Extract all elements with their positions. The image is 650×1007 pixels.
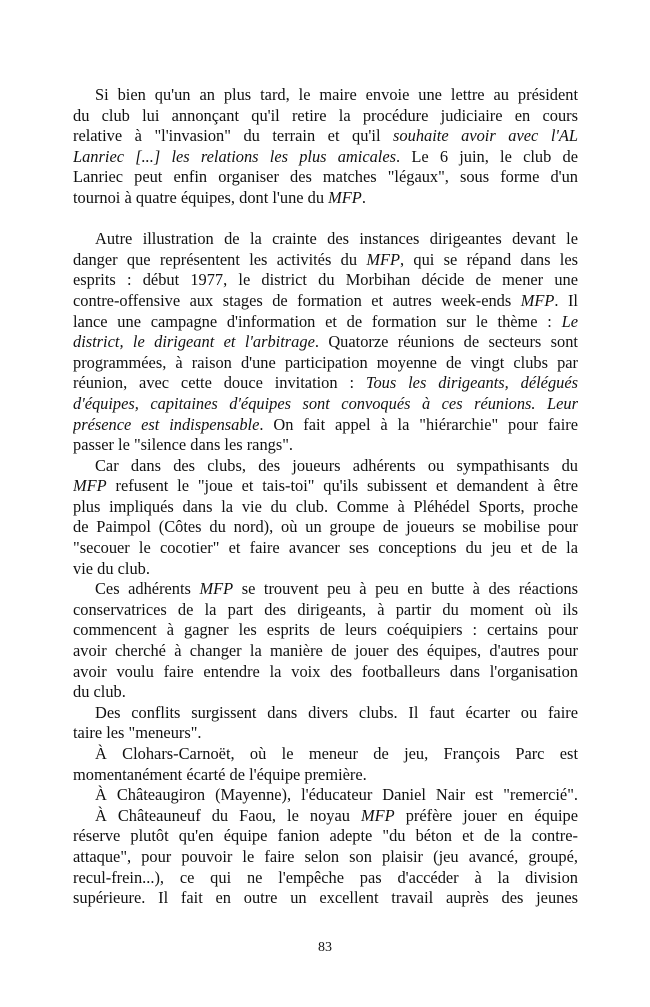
italic-text: d'équipes, capitaines d'équipes sont convoqués à ces réunions. Leur	[73, 393, 578, 413]
text-run: du club lui annonçant qu'il retire la procédure judiciaire en cours	[73, 105, 578, 125]
italic-text: MFP	[520, 290, 555, 310]
text-run: Ces adhérents	[95, 579, 200, 599]
text-line	[73, 620, 578, 641]
text-run: Car dans des clubs, des joueurs adhérents ou sympathisants du	[95, 455, 578, 475]
text-line	[73, 250, 578, 271]
italic-text: Tous les dirigeants, délégués	[365, 373, 578, 393]
text-run: . On fait appel à la "hiérarchie" pour faire	[259, 414, 578, 434]
text-run: . Quatorze réunions de secteurs sont	[314, 332, 578, 352]
italic-text: Lanriec [...] les relations les plus amicales	[73, 146, 397, 166]
text-line	[73, 147, 578, 168]
text-run: avoir cherché à changer la manière de jouer des équipes, d'autres pour	[73, 641, 578, 661]
italic-text: MFP	[199, 579, 234, 599]
text-line	[73, 188, 578, 209]
text-line	[73, 332, 578, 353]
text-run: supérieure. Il fait en outre un excellent travail auprès des jeunes	[73, 888, 578, 908]
italic-text: présence est indispensable	[73, 414, 260, 434]
italic-text: MFP	[73, 476, 107, 496]
text-line	[73, 888, 578, 909]
body-text	[73, 85, 578, 909]
text-line	[73, 106, 578, 127]
text-line	[73, 373, 578, 394]
text-line	[73, 456, 578, 477]
text-line	[73, 744, 578, 765]
text-run: refusent le "joue et tais-toi" qu'ils subissent et demandent à être	[106, 476, 578, 496]
text-line	[73, 415, 578, 436]
text-run: avoir voulu faire entendre la voix des footballeurs dans l'organisation	[73, 661, 578, 681]
text-run: Autre illustration de la crainte des instances dirigeantes devant le	[95, 229, 578, 249]
text-run: tournoi à quatre équipes, dont l'une du	[73, 187, 329, 207]
text-run: Lanriec peut enfin organiser des matches "légaux", sous forme d'un	[73, 167, 578, 187]
text-run: À Châteaugiron (Mayenne), l'éducateur Daniel Nair est "remercié".	[95, 785, 578, 805]
text-run: réunion, avec cette douce invitation :	[73, 373, 366, 393]
text-run: vie du club.	[73, 558, 150, 578]
text-line	[73, 703, 578, 724]
text-line	[73, 806, 578, 827]
italic-text: Le	[561, 311, 578, 331]
text-line	[73, 868, 578, 889]
text-run: du club.	[73, 682, 126, 702]
text-run: Si bien qu'un an plus tard, le maire envoie une lettre au président	[95, 85, 578, 104]
text-run: esprits : début 1977, le district du Morbihan décide de mener une	[73, 270, 578, 290]
text-run: de Paimpol (Côtes du nord), où un groupe de joueurs se mobilise pour	[73, 517, 578, 537]
text-line	[73, 476, 578, 497]
text-run: À Clohars-Carnoët, où le meneur de jeu, François Parc est	[95, 744, 578, 763]
paragraph-gap	[73, 209, 578, 230]
text-run: . Il	[554, 290, 578, 310]
text-line	[73, 785, 578, 806]
text-run: réserve plutôt qu'en équipe fanion adepte "du béton et de la contre-	[73, 826, 578, 846]
text-line	[73, 312, 578, 333]
text-line	[73, 85, 578, 106]
text-run: "secouer le cocotier" et faire avancer ses conceptions du jeu et de la	[73, 538, 578, 558]
text-run: À Châteauneuf du Faou, le noyau	[95, 805, 361, 825]
text-line	[73, 270, 578, 291]
text-run: Des conflits surgissent dans divers clubs. Il faut écarter ou faire	[95, 702, 578, 722]
text-line	[73, 538, 578, 559]
page-number: 83	[318, 940, 332, 955]
italic-text: district, le dirigeant et l'arbitrage	[73, 332, 315, 352]
text-line	[73, 435, 578, 456]
text-line	[73, 517, 578, 538]
text-line	[73, 723, 578, 744]
italic-text: souhaite avoir avec l'AL	[393, 126, 578, 146]
text-line	[73, 579, 578, 600]
text-run: préfère jouer en équipe	[394, 805, 578, 825]
text-line	[73, 682, 578, 703]
text-line	[73, 559, 578, 580]
italic-text: MFP	[360, 805, 395, 825]
text-run: , qui se répand dans les	[400, 249, 578, 269]
text-run: momentanément écarté de l'équipe première.	[73, 764, 367, 784]
text-run: danger que représentent les activités du	[73, 249, 367, 269]
text-line	[73, 497, 578, 518]
text-run: conservatrices de la part des dirigeants, à partir du moment où ils	[73, 599, 578, 619]
text-run: commencent à gagner les esprits de leurs coéquipiers : certains pour	[73, 620, 578, 640]
text-line	[73, 394, 578, 415]
text-run: attaque", pour pouvoir le faire selon son plaisir (jeu avancé, groupé,	[73, 846, 578, 866]
text-run: passer le "silence dans les rangs".	[73, 435, 294, 455]
text-run: .	[361, 187, 366, 207]
text-line	[73, 826, 578, 847]
text-line	[73, 353, 578, 374]
text-line	[73, 600, 578, 621]
text-run: se trouvent peu à peu en butte à des réactions	[233, 579, 578, 599]
text-line	[73, 641, 578, 662]
text-line	[73, 291, 578, 312]
text-run: programmées, à raison d'une participation moyenne de vingt clubs par	[73, 352, 578, 372]
text-run: taire les "meneurs".	[73, 723, 202, 743]
text-run: . Le 6 juin, le club de	[396, 146, 578, 166]
text-run: contre-offensive aux stages de formation et autres week-ends	[73, 290, 521, 310]
text-line	[73, 765, 578, 786]
text-line	[73, 229, 578, 250]
text-run: lance une campagne d'information et de formation sur le thème :	[73, 311, 562, 331]
text-line	[73, 167, 578, 188]
text-run: recul-frein...), ce qui ne l'empêche pas d'accéder à la division	[73, 867, 578, 887]
italic-text: MFP	[328, 187, 362, 207]
text-run: plus impliqués dans la vie du club. Comme à Pléhédel Sports, proche	[73, 496, 578, 516]
text-line	[73, 662, 578, 683]
text-line	[73, 847, 578, 868]
text-line	[73, 126, 578, 147]
text-run: relative à "l'invasion" du terrain et qu'il	[73, 126, 394, 146]
italic-text: MFP	[366, 249, 400, 269]
